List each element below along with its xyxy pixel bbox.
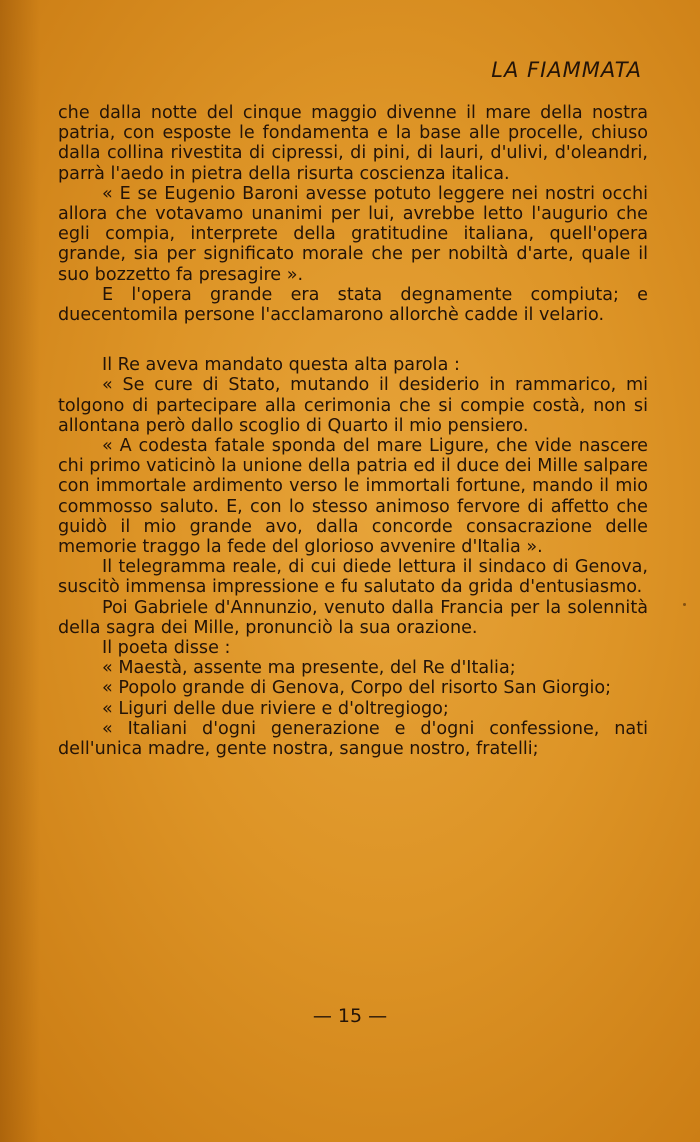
paragraph: che dalla notte del cinque maggio divenne il mare della nostra patria, con esposte le fondamenta e la base alle procelle, chiuso dalla collina rivestita di cipressi, di pini, di lauri, d'ulivi, d'oleandri, parrà l'aedo in pietra della risurta coscienza italica. [58,103,648,184]
body-text [58,103,648,759]
paragraph: « E se Eugenio Baroni avesse potuto leggere nei nostri occhi allora che votavamo unanimi per lui, avrebbe letto l'augurio che egli compia, interprete della gratitudine italiana, quell'opera grande, sia per significato morale che per nobiltà d'arte, quale il suo bozzetto fa presagire ». [58,183,648,285]
paragraph: Il Re aveva mandato questa alta parola : [102,355,460,376]
paragraph: E l'opera grande era stata degnamente compiuta; e duecentomila persone l'acclamarono allorchè cadde il velario. [58,284,648,326]
binding-shadow [0,0,40,1142]
paragraph: Il poeta disse : [102,638,231,659]
paragraph: Poi Gabriele d'Annunzio, venuto dalla Francia per la solennità della sagra dei Mille, pronunciò la sua orazione. [58,597,648,638]
paragraph: « Se cure di Stato, mutando il desiderio in rammarico, mi tolgono di partecipare alla cerimonia che si compie costà, non si allontana però dallo scoglio di Quarto il mio pensiero. [58,375,648,436]
paragraph: « Liguri delle due riviere e d'oltregiogo; [102,698,449,719]
paragraph: « Italiani d'ogni generazione e d'ogni confessione, nati dell'unica madre, gente nostra, sangue nostro, fratelli; [58,718,648,760]
page-number: — 15 — [312,1005,388,1027]
paragraph: « Maestà, assente ma presente, del Re d'Italia; [102,658,516,679]
running-head: LA FIAMMATA [491,58,642,82]
paragraph: « Popolo grande di Genova, Corpo del risorto San Giorgio; [102,678,612,699]
paper-speck [683,603,686,606]
paragraph: Il telegramma reale, di cui diede lettura il sindaco di Genova, suscitò immensa impressione e fu salutato da grida d'entusiasmo. [58,557,648,598]
paragraph: « A codesta fatale sponda del mare Ligure, che vide nascere chi primo vaticinò la unione della patria ed il duce dei Mille salpare con immortale ardimento verso le immortali fortune, mando il mio commosso saluto. E, con lo stesso animoso fervore di affetto che guidò il mio grande avo, dalla concorde consacrazione delle memorie traggo la fede del glorioso avvenire d'Italia ». [58,436,648,558]
